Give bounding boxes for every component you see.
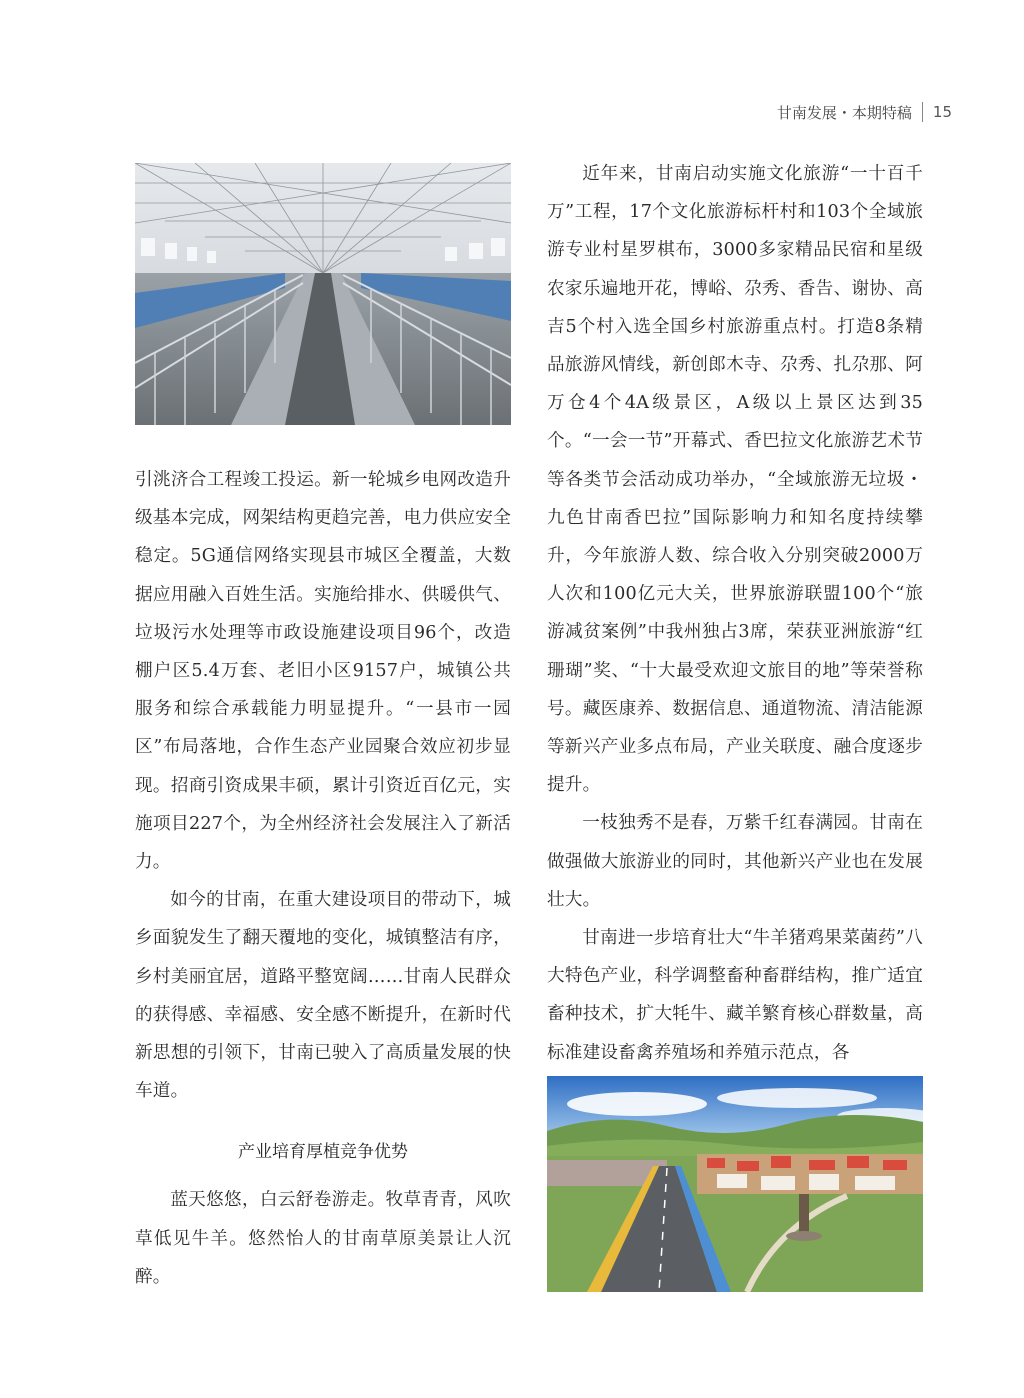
- grassland-town-photo: [547, 1076, 923, 1292]
- page-header: [777, 101, 952, 123]
- left-paragraph-2: 如今的甘南，在重大建设项目的带动下，城乡面貌发生了翻天覆地的变化，城镇整洁有序，乡村美丽宜居，道路平整宽阔……甘南人民群众的获得感、幸福感、安全感不断提升，在新时代新思想的引领下，甘南已驶入了高质量发展的快车道。: [135, 890, 511, 1102]
- left-paragraph-3: 蓝天悠悠，白云舒卷游走。牧草青青，风吹草低见牛羊。悠然怡人的甘南草原美景让人沉醉。: [135, 1190, 511, 1287]
- page-number: 15: [932, 103, 952, 121]
- factory-hall-photo: [135, 163, 511, 425]
- section-title: 甘南发展・本期特稿: [776, 103, 912, 122]
- header-divider: [922, 102, 923, 122]
- left-column: [135, 163, 511, 1296]
- right-column: [547, 155, 923, 1072]
- left-paragraph-1: 引洮济合工程竣工投运。新一轮城乡电网改造升级基本完成，网架结构更趋完善，电力供应安全稳定。5G通信网络实现县市城区全覆盖，大数据应用融入百姓生活。实施给排水、供暖供气、垃圾污水处理等市政设施建设项目96个，改造棚户区5.4万套、老旧小区9157户，城镇公共服务和综合承载能力明显提升。“一县市一园区”布局落地，合作生态产业园聚合效应初步显现。招商引资成果丰硕，累计引资近百亿元，实施项目227个，为全州经济社会发展注入了新活力。: [135, 470, 511, 873]
- section-subheading: 产业培育厚植竞争优势: [238, 1142, 408, 1163]
- right-paragraph-1: 近年来，甘南启动实施文化旅游“一十百千万”工程，17个文化旅游标杆村和103个全域旅游专业村星罗棋布，3000多家精品民宿和星级农家乐遍地开花，博峪、尕秀、香告、谢协、高吉5个村入选全国乡村旅游重点村。打造8条精品旅游风情线，新创郎木寺、尕秀、扎尕那、阿万仓4个4A级景区，A级以上景区达到35个。“一会一节”开幕式、香巴拉文化旅游艺术节等各类节会活动成功举办，“全域旅游无垃圾・九色甘南香巴拉”国际影响力和知名度持续攀升，今年旅游人数、综合收入分别突破2000万人次和100亿元大关，世界旅游联盟100个“旅游减贫案例”中我州独占3席，荣获亚洲旅游“红珊瑚”奖、“十大最受欢迎文旅目的地”等荣誉称号。藏医康养、数据信息、通道物流、清洁能源等新兴产业多点布局，产业关联度、融合度逐步提升。: [547, 164, 923, 796]
- right-paragraph-2: 一枝独秀不是春，万紫千红春满园。甘南在做强做大旅游业的同时，其他新兴产业也在发展壮大。: [547, 813, 923, 910]
- right-paragraph-3: 甘南进一步培育壮大“牛羊猪鸡果菜菌药”八大特色产业，科学调整畜种畜群结构，推广适宜畜种技术，扩大牦牛、藏羊繁育核心群数量，高标准建设畜禽养殖场和养殖示范点，各: [547, 928, 923, 1063]
